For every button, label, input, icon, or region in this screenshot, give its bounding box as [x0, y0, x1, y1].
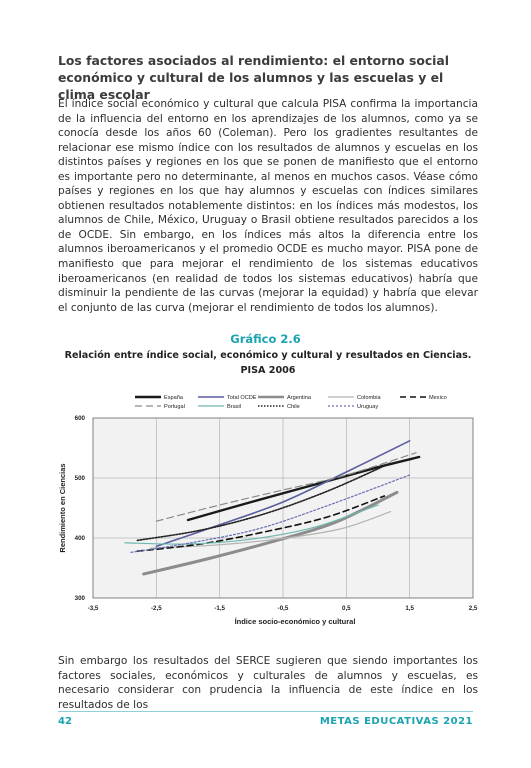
- legend-label: Brasil: [227, 404, 241, 410]
- legend-label: Portugal: [164, 404, 185, 410]
- section-heading: Los factores asociados al rendimiento: el entorno social económico y cultural de los alumnos y las escuelas y el clima escolar: [58, 53, 450, 102]
- legend-label: Total OCDE: [227, 395, 257, 401]
- legend-label: Colombia: [357, 395, 381, 401]
- figure-title: Relación entre índice social, económico y cultural y resultados en Ciencias. PISA 2006: [64, 350, 472, 376]
- x-tick-label: 1,5: [405, 605, 414, 612]
- legend-label: España: [164, 395, 183, 401]
- body-paragraph-continued: Sin embargo los resultados del SERCE sugieren que siendo importantes los factores sociales, económicos y culturales de alumnos y escuelas, es necesario considerar con prudencia la influencia de este índice en los resultados de los: [58, 655, 478, 711]
- legend-label: Argentina: [287, 395, 311, 401]
- y-tick-label: 300: [74, 595, 85, 602]
- x-tick-label: 2,5: [468, 605, 478, 612]
- y-tick-label: 500: [74, 475, 85, 482]
- y-tick-label: 600: [74, 415, 85, 422]
- body-paragraph: El índice social económico y cultural que calcula PISA confirma la importancia de la influencia del entorno en los aprendizajes de los alumnos, como ya se conocía desde los años 60 (Coleman). Pero los gradientes resultantes de relacionar ese mismo índice con los resultados de alumnos y escuelas en los distintos países y regiones en los que se ponen de manifiesto que el entorno es importante pero no determinante, al menos en muchos casos. Véase cómo países y regiones en los que hay alumnos y escuelas con índices similares obtienen resultados notablemente distintos: en los índices más modestos, los alumnos de Chile, México, Uruguay o Brasil obtiene resultados parecidos a los de OCDE. Sin embargo, en los índices más altos la diferencia entre los alumnos iberoamericanos y el promedio OCDE es mucho mayor. PISA pone de manifiesto que para mejorar el rendimiento de los sistemas educativos iberoamericanos (en realidad de todos los sistemas educativos) habría que disminuir la pendiente de las curvas (mejorar la equidad) y habría que elevar el conjunto de las curva (mejorar el rendimiento de todos los alumnos).: [58, 98, 478, 314]
- legend-label: Mexico: [429, 395, 447, 401]
- y-axis-label: Rendimiento en Ciencias: [58, 463, 67, 553]
- footer-title: METAS EDUCATIVAS 2021: [319, 716, 473, 727]
- legend-label: Chile: [287, 404, 300, 410]
- x-tick-label: -3,5: [87, 605, 99, 612]
- x-tick-label: 0,5: [342, 605, 351, 612]
- x-tick-label: -1,5: [214, 605, 226, 612]
- x-tick-label: -2,5: [150, 605, 162, 612]
- y-tick-label: 400: [74, 535, 85, 542]
- science-performance-chart: [55, 388, 485, 633]
- x-axis-label: Índice socio-económico y cultural: [234, 617, 356, 626]
- x-tick-label: -0,5: [277, 605, 289, 612]
- legend-label: Uruguay: [357, 404, 379, 410]
- chart-legend: [135, 395, 447, 410]
- footer-divider: [58, 711, 473, 712]
- figure-label: Gráfico 2.6: [230, 332, 301, 346]
- page-number: 42: [58, 716, 72, 727]
